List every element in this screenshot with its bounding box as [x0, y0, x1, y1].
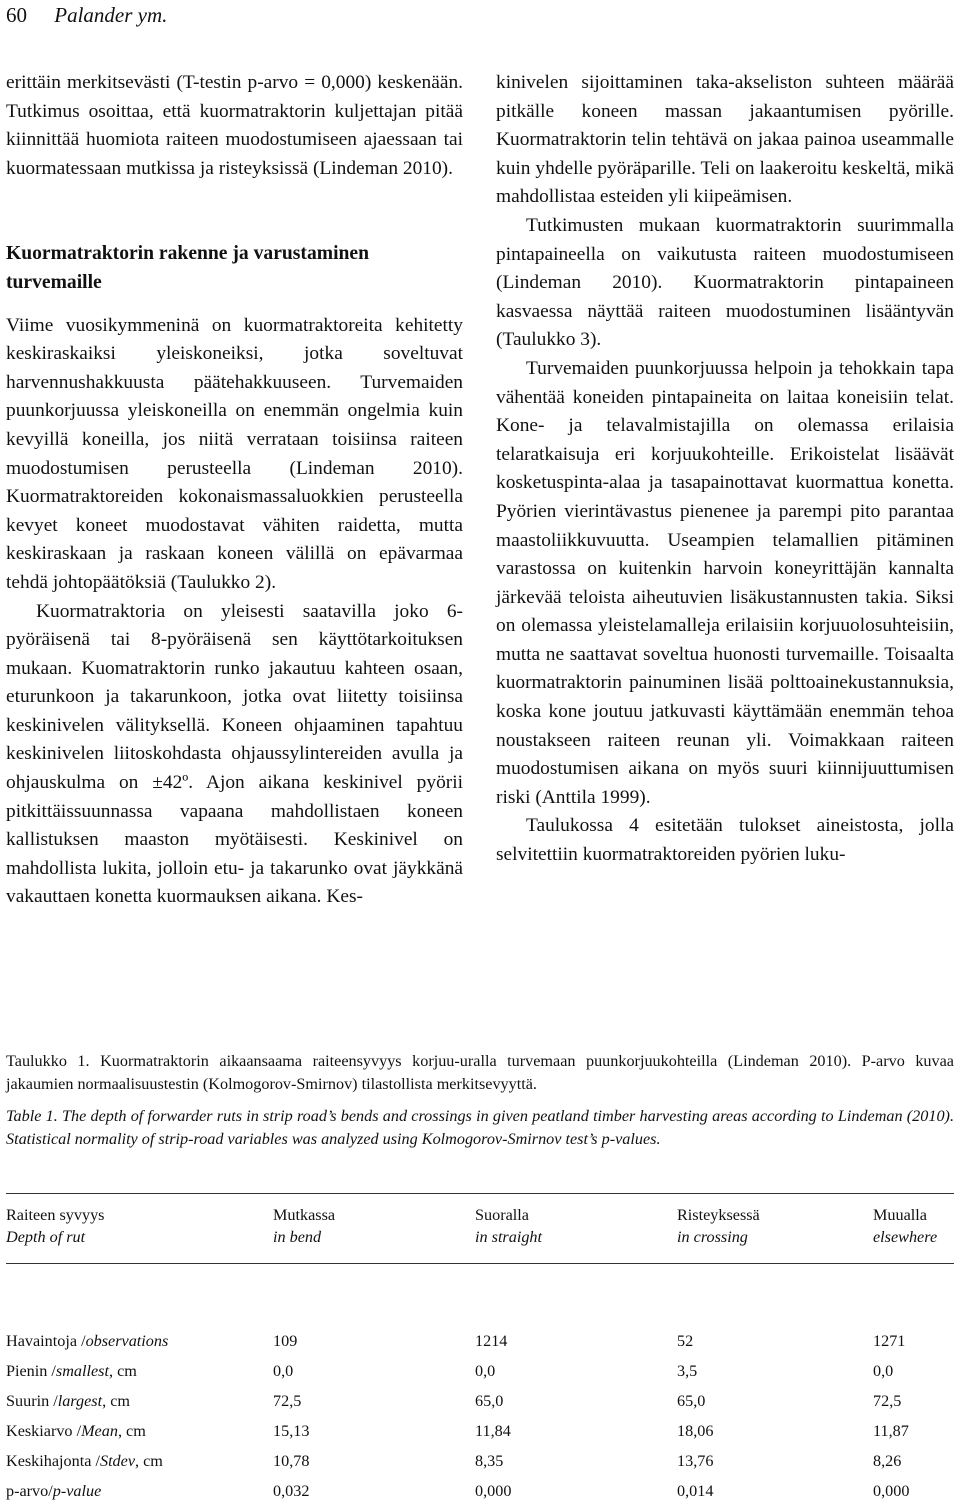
- header-cell: in bend: [273, 1228, 322, 1246]
- table-cell: 1214: [475, 1332, 508, 1350]
- table-top-rule: [6, 1193, 954, 1194]
- left-paragraph-1: erittäin merkitsevästi (T-testin p-arvo = 0,000) keskenään. Tutkimus osoittaa, että kuormatraktorin kuljettajan pitää kiinnittää huomiota raiteen muodostumiseen ajaessaan tai kuormatessaan mutkissa ja risteyksissä (Lindeman 2010).: [6, 72, 463, 179]
- table-cell: 3,5: [677, 1362, 698, 1380]
- table-row: [6, 1326, 954, 1356]
- row-label: p-arvo/p-value: [6, 1482, 102, 1500]
- header-cell: Depth of rut: [6, 1228, 86, 1246]
- running-header: [6, 2, 167, 28]
- row-label: Suurin /largest, cm: [6, 1392, 130, 1410]
- section-heading: Kuormatraktorin rakenne ja varustaminen turvemaille: [6, 243, 370, 293]
- table-cell: 8,26: [873, 1452, 902, 1470]
- rut-depth-table: [6, 1204, 954, 1506]
- header-cell: Risteyksessä: [677, 1206, 760, 1224]
- table-cell: 0,000: [475, 1482, 512, 1500]
- table-cell: 0,0: [475, 1362, 496, 1380]
- header-cell: in crossing: [677, 1228, 748, 1246]
- page-number: 60: [6, 3, 27, 27]
- table-row: [6, 1446, 954, 1476]
- table-caption-english: Table 1. The depth of forwarder ruts in strip road’s bends and crossings in given peatland timber harvesting areas according to Lindeman (2010). Statistical normality of strip-road variables was analyzed using Kolmogorov-Smirnov test’s p-values.: [6, 1107, 954, 1148]
- table-cell: 15,13: [273, 1422, 310, 1440]
- table-cell: 0,000: [873, 1482, 910, 1500]
- header-cell: Muualla: [873, 1206, 927, 1224]
- header-cell: in straight: [475, 1228, 543, 1246]
- table-cell: 0,032: [273, 1482, 310, 1500]
- table-cell: 8,35: [475, 1452, 504, 1470]
- table-cell: 65,0: [475, 1392, 504, 1410]
- running-title: Palander ym.: [54, 3, 168, 27]
- right-paragraph-2: Tutkimusten mukaan kuormatraktorin suurimmalla pintapaineella on vaikutusta raiteen muodostumiseen (Lindeman 2010). Kuormatraktorin pintapaineen kasvaessa näyttää raiteen muodostuminen lisääntyvän (Taulukko 3).: [496, 214, 954, 351]
- table-cell: 0,014: [677, 1482, 714, 1500]
- table-cell: 52: [677, 1332, 694, 1350]
- header-cell: Raiteen syvyys: [6, 1206, 105, 1224]
- header-row-finnish: [6, 1204, 954, 1226]
- table-row: [6, 1476, 954, 1506]
- table-body: [6, 1326, 954, 1506]
- header-row-english: [6, 1226, 954, 1248]
- header-cell: Mutkassa: [273, 1206, 336, 1224]
- table-row: [6, 1356, 954, 1386]
- table-row: [6, 1416, 954, 1446]
- table-cell: 1271: [873, 1332, 906, 1350]
- table-cell: 65,0: [677, 1392, 706, 1410]
- row-label: Keskihajonta /Stdev, cm: [6, 1452, 163, 1470]
- left-paragraph-2: Viime vuosikymmeninä on kuormatraktoreita kehitetty keskiraskaiksi yleiskoneiksi, jotka soveltuvat harvennushakkuusta päätehakkuuseen. Turvemaiden puunkorjuussa yleiskoneilla on enemmän ongelmia kuin kevyillä koneilla, jos niitä verrataan toisiinsa raiteen muodostumisen perusteella (Lindeman 2010). Kuormatraktoreiden kokonaismassaluokkien perusteella kevyet koneet muodostavat vähiten raidetta, mutta keskiraskaan ja raskaan koneen välillä on epävarmaa tehdä johtopäätöksiä (Taulukko 2).: [6, 314, 463, 593]
- table-caption-finnish: Taulukko 1. Kuormatraktorin aikaansaama raiteensyvyys korjuu-uralla turvemaan puunkorjuukohteilla (Lindeman 2010). P-arvo kuvaa jakaumien normaalisuustestin (Kolmogorov-Smirnov) tilastollista merkitsevyyttä.: [6, 1052, 954, 1093]
- left-paragraph-3: Kuormatraktoria on yleisesti saatavilla joko 6-pyöräisenä tai 8-pyöräisenä sen käyttötarkoituksen mukaan. Kuomatraktorin runko jakautuu kahteen osaan, eturunkoon ja takarunkoon, jotka ovat liitetty toisiinsa keskinivelen välityksellä. Koneen ohjaaminen tapahtuu keskinivelen liitoskohdasta ohjaussylintereiden avulla ja ohjauskulma on ±42º. Ajon aikana keskinivel pyörii pitkittäissuunnassa vapaana mahdollistaen koneen kallistuksen maaston myötäisesti. Keskinivel on mahdollista lukita, jolloin etu- ja takarunko ovat jäykkänä vakauttaen konetta kuormauksen aikana. Kes-: [6, 600, 463, 908]
- table-cell: 109: [273, 1332, 298, 1350]
- table-cell: 13,76: [677, 1452, 714, 1470]
- table-cell: 0,0: [873, 1362, 894, 1380]
- table-cell: 72,5: [273, 1392, 302, 1410]
- table-cell: 18,06: [677, 1422, 714, 1440]
- table-cell: 11,87: [873, 1422, 909, 1440]
- header-cell: Suoralla: [475, 1206, 529, 1224]
- left-column: [6, 69, 463, 912]
- table-cell: 0,0: [273, 1362, 294, 1380]
- table-row: [6, 1386, 954, 1416]
- row-label: Keskiarvo /Mean, cm: [6, 1422, 146, 1440]
- right-column: [496, 69, 954, 870]
- table-cell: 11,84: [475, 1422, 511, 1440]
- header-cell: elsewhere: [873, 1228, 938, 1246]
- table-header: [6, 1204, 954, 1248]
- right-paragraph-3: Turvemaiden puunkorjuussa helpoin ja tehokkain tapa vähentää koneiden pintapaineita on laitaa koneisiin telat. Kone- ja telavalmistajilla on olemassa erilaisia telaratkaisuja eri korjuukohteille. Erikoistelat lisäävät kosketuspinta-alaa ja tasapainottavat kuormattua konetta. Pyörien vierintävastus pienenee ja parempi pito parantaa maastoliikkuvuutta. Useampien telamallien pitäminen varastossa on kuitenkin harvoin koneyrittäjän kannalta järkevää teloista aiheutuvien lisäkustannusten takia. Siksi on olemassa yleistelamalleja erilaisiin korjuuolosuhteisiin, mutta ne saattavat soveltua huonosti turvemaille. Toisaalta kuormatraktorin painuminen lisää polttoainekustannuksia, koska kone joutuu jatkuvasti käyttämään enemmän tehoa noustakseen raiteen reunan yli. Voimakkaan raiteen muodostumisen aikana on myös suuri kiinnijuuttumisen riski (Anttila 1999).: [496, 357, 954, 808]
- table-cell: 10,78: [273, 1452, 310, 1470]
- row-label: Pienin /smallest, cm: [6, 1362, 137, 1380]
- table-cell: 72,5: [873, 1392, 902, 1410]
- row-label: Havaintoja /observations: [6, 1332, 169, 1350]
- right-paragraph-1: kinivelen sijoittaminen taka-akseliston suhteen määrää pitkälle koneen massan jakaantumisen pyörille. Kuormatraktorin telin tehtävä on jakaa painoa useammalle kuin yhdelle pyöräparille. Teli on laakeroitu keskeltä, mikä mahdollistaa esteiden yli kiipeämisen.: [496, 72, 954, 208]
- right-paragraph-4: Taulukossa 4 esitetään tulokset aineistosta, jolla selvitettiin kuormatraktoreiden pyörien luku-: [496, 815, 954, 866]
